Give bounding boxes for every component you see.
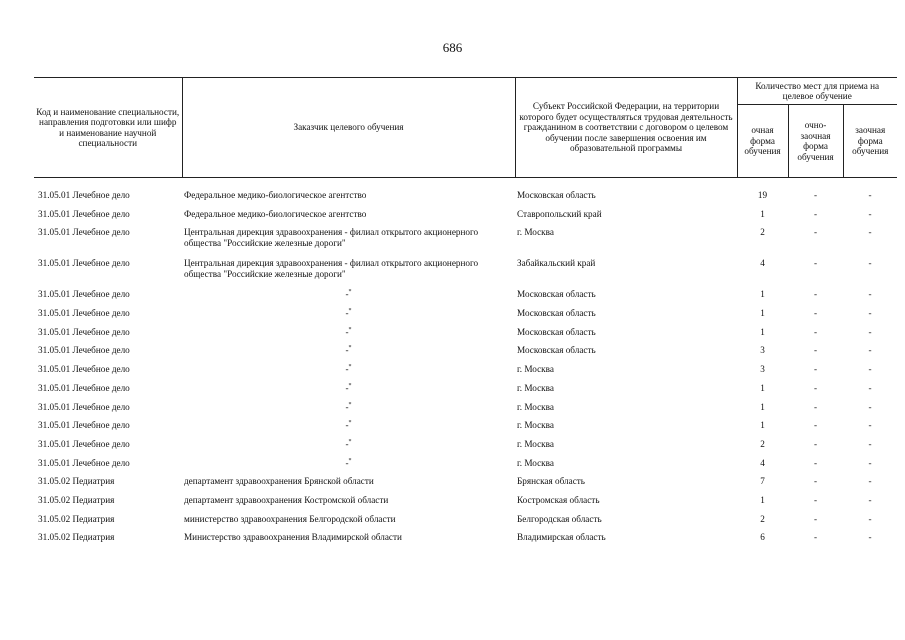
cell-code: 31.05.01 Лечебное дело xyxy=(38,457,130,468)
cell-code: 31.05.02 Педиатрия xyxy=(38,476,115,487)
header-full-time: очная форма обучения xyxy=(737,105,788,178)
cell-region: г. Москва xyxy=(517,364,554,375)
cell-region: Московская область xyxy=(517,289,596,300)
cell-region: Московская область xyxy=(517,308,596,319)
cell-code: 31.05.01 Лечебное дело xyxy=(38,401,130,412)
header-extramural: заочная форма обучения xyxy=(843,105,897,178)
table-row xyxy=(34,364,897,383)
table-body xyxy=(34,178,897,552)
header-customer: Заказчик целевого обучения xyxy=(182,78,515,178)
cell-full-time: 1 xyxy=(760,420,765,431)
cell-extramural: - xyxy=(868,326,872,337)
cell-part-time: - xyxy=(813,308,818,319)
cell-code: 31.05.01 Лечебное дело xyxy=(38,308,130,319)
cell-full-time: 7 xyxy=(760,476,765,487)
cell-extramural: - xyxy=(868,494,872,505)
cell-full-time: 1 xyxy=(760,326,765,337)
table-row xyxy=(34,476,897,495)
cell-code: 31.05.02 Педиатрия xyxy=(38,513,115,524)
cell-extramural: - xyxy=(868,364,872,375)
table-row xyxy=(34,495,897,514)
cell-part-time: - xyxy=(813,438,818,449)
cell-extramural: - xyxy=(868,308,872,319)
cell-code: 31.05.01 Лечебное дело xyxy=(38,227,130,238)
cell-full-time: 1 xyxy=(760,382,765,393)
cell-full-time: 1 xyxy=(760,289,765,300)
header-code: Код и наименование специальности, направления подготовки или шифр и наименование научной специальности xyxy=(34,78,182,178)
cell-code: 31.05.01 Лечебное дело xyxy=(38,438,130,449)
cell-region: г. Москва xyxy=(517,401,554,412)
cell-code: 31.05.01 Лечебное дело xyxy=(38,420,130,431)
cell-customer: -* xyxy=(345,420,352,431)
table-row xyxy=(34,383,897,402)
cell-code: 31.05.01 Лечебное дело xyxy=(38,190,130,200)
table-row xyxy=(34,227,897,258)
cell-customer: Центральная дирекция здравоохранения - филиал открытого акционерного общества "Российские железные дороги" xyxy=(184,258,479,279)
cell-part-time: - xyxy=(813,258,818,269)
header-region: Субъект Российской Федерации, на территории которого будет осуществляться трудовая деятельность гражданином в соответствии с договором о целевом обучении после завершения освоения им образовательной программы xyxy=(515,78,737,178)
cell-extramural: - xyxy=(868,420,872,431)
cell-part-time: - xyxy=(813,420,818,431)
cell-code: 31.05.01 Лечебное дело xyxy=(38,326,130,337)
cell-customer: -* xyxy=(345,401,352,412)
cell-customer: Федеральное медико-биологическое агентство xyxy=(184,208,367,219)
cell-customer: -* xyxy=(345,326,352,337)
table-row xyxy=(34,209,897,228)
table-row xyxy=(34,402,897,421)
cell-extramural: - xyxy=(868,345,872,356)
cell-part-time: - xyxy=(813,326,818,337)
header-part-time: очно-заочная форма обучения xyxy=(788,105,843,178)
cell-part-time: - xyxy=(813,476,818,487)
table-row xyxy=(34,514,897,533)
cell-customer: Федеральное медико-биологическое агентство xyxy=(184,190,367,200)
cell-code: 31.05.01 Лечебное дело xyxy=(38,208,130,219)
cell-full-time: 1 xyxy=(760,308,765,319)
cell-part-time: - xyxy=(813,208,818,219)
cell-region: Ставропольский край xyxy=(517,208,602,219)
cell-part-time: - xyxy=(813,364,818,375)
cell-code: 31.05.01 Лечебное дело xyxy=(38,382,130,393)
cell-region: Московская область xyxy=(517,190,596,200)
cell-region: г. Москва xyxy=(517,457,554,468)
cell-full-time: 6 xyxy=(760,532,765,543)
cell-region: Забайкальский край xyxy=(517,258,596,269)
cell-region: Брянская область xyxy=(517,476,585,487)
cell-part-time: - xyxy=(813,457,818,468)
cell-customer: департамент здравоохранения Костромской области xyxy=(184,494,389,505)
cell-full-time: 2 xyxy=(760,513,765,524)
cell-part-time: - xyxy=(813,401,818,412)
cell-full-time: 3 xyxy=(760,345,765,356)
cell-customer: -* xyxy=(345,345,352,356)
cell-region: Московская область xyxy=(517,326,596,337)
cell-region: г. Москва xyxy=(517,382,554,393)
cell-part-time: - xyxy=(813,513,818,524)
cell-region: г. Москва xyxy=(517,227,554,238)
cell-region: Владимирская область xyxy=(517,532,606,543)
cell-part-time: - xyxy=(813,532,818,543)
table-row xyxy=(34,308,897,327)
cell-full-time: 19 xyxy=(757,190,768,200)
cell-extramural: - xyxy=(868,258,872,269)
table-row xyxy=(34,439,897,458)
table-row xyxy=(34,532,897,551)
admission-table xyxy=(34,77,897,551)
cell-part-time: - xyxy=(813,190,818,200)
cell-customer: -* xyxy=(345,382,352,393)
cell-code: 31.05.01 Лечебное дело xyxy=(38,364,130,375)
cell-code: 31.05.02 Педиатрия xyxy=(38,532,115,543)
cell-extramural: - xyxy=(868,476,872,487)
cell-extramural: - xyxy=(868,438,872,449)
cell-customer: Министерство здравоохранения Владимирской области xyxy=(184,532,402,543)
cell-part-time: - xyxy=(813,289,818,300)
table-row xyxy=(34,420,897,439)
cell-full-time: 1 xyxy=(760,208,765,219)
cell-extramural: - xyxy=(868,289,872,300)
header-places-group: Количество мест для приема на целевое обучение xyxy=(737,78,897,105)
cell-customer: министерство здравоохранения Белгородской области xyxy=(184,513,396,524)
cell-code: 31.05.02 Педиатрия xyxy=(38,494,115,505)
cell-region: Белгородская область xyxy=(517,513,602,524)
cell-code: 31.05.01 Лечебное дело xyxy=(38,258,130,269)
cell-part-time: - xyxy=(813,494,818,505)
cell-region: Московская область xyxy=(517,345,596,356)
cell-customer: -* xyxy=(345,308,352,319)
cell-customer: -* xyxy=(345,457,352,468)
cell-extramural: - xyxy=(868,190,872,200)
table-row xyxy=(34,345,897,364)
cell-part-time: - xyxy=(813,227,818,238)
cell-extramural: - xyxy=(868,532,872,543)
cell-extramural: - xyxy=(868,227,872,238)
table-row xyxy=(34,327,897,346)
cell-code: 31.05.01 Лечебное дело xyxy=(38,289,130,300)
cell-customer: -* xyxy=(345,289,352,300)
cell-full-time: 3 xyxy=(760,364,765,375)
table-row xyxy=(34,289,897,308)
table-row xyxy=(34,458,897,477)
cell-part-time: - xyxy=(813,345,818,356)
cell-full-time: 1 xyxy=(760,494,765,505)
cell-full-time: 4 xyxy=(760,258,765,269)
page-number: 686 xyxy=(442,40,463,55)
cell-full-time: 2 xyxy=(760,438,765,449)
cell-customer: департамент здравоохранения Брянской области xyxy=(184,476,374,487)
cell-customer: Центральная дирекция здравоохранения - филиал открытого акционерного общества "Российские железные дороги" xyxy=(184,227,479,248)
table-row xyxy=(34,258,897,289)
cell-extramural: - xyxy=(868,401,872,412)
cell-region: г. Москва xyxy=(517,438,554,449)
cell-customer: -* xyxy=(345,438,352,449)
cell-region: Костромская область xyxy=(517,494,600,505)
cell-extramural: - xyxy=(868,457,872,468)
cell-customer: -* xyxy=(345,364,352,375)
cell-region: г. Москва xyxy=(517,420,554,431)
table-header xyxy=(34,78,897,178)
cell-extramural: - xyxy=(868,382,872,393)
cell-full-time: 2 xyxy=(760,227,765,238)
cell-full-time: 4 xyxy=(760,457,765,468)
cell-part-time: - xyxy=(813,382,818,393)
table-row xyxy=(34,190,897,209)
cell-extramural: - xyxy=(868,208,872,219)
cell-code: 31.05.01 Лечебное дело xyxy=(38,345,130,356)
cell-extramural: - xyxy=(868,513,872,524)
cell-full-time: 1 xyxy=(760,401,765,412)
